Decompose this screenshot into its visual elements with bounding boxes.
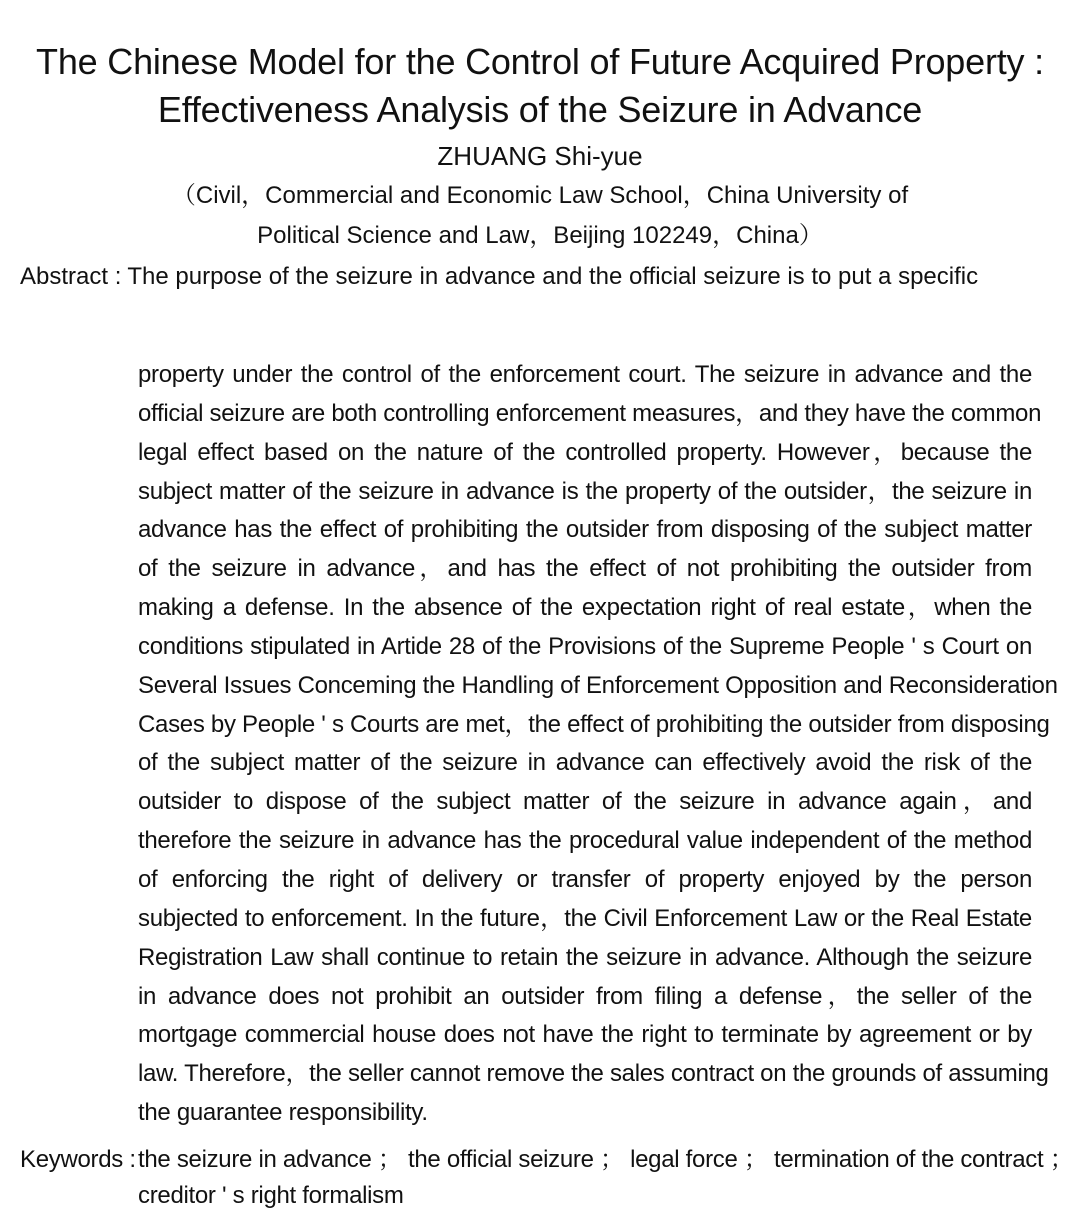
abstract-line: mortgage commercial house does not have the right to terminate by agreement or by	[138, 1021, 1032, 1049]
affiliation-line-1: （Civil，Commercial and Economic Law School，China University of	[171, 182, 909, 209]
abstract-line: property under the control of the enforcement court. The seizure in advance and the	[138, 361, 1032, 388]
abstract-line: outsider to dispose of the subject matter of the seizure in advance again，and	[138, 788, 1032, 816]
keywords-line-2: creditor ' s right formalism	[138, 1182, 404, 1209]
abstract-line: conditions stipulated in Artide 28 of the Provisions of the Supreme People ' s Court on	[138, 632, 1032, 660]
keywords-line-1: the seizure in advance ； the official seizure ； legal force ； termination of the contract ；	[138, 1146, 1074, 1173]
title-line-2: Effectiveness Analysis of the Seizure in Advance	[157, 89, 923, 130]
abstract-line: of enforcing the right of delivery or transfer of property enjoyed by the person	[138, 865, 1032, 893]
abstract-line: official seizure are both controlling enforcement measures，and they have the common	[138, 399, 1042, 427]
abstract-label: Abstract :	[20, 263, 122, 290]
abstract-line: Cases by People ' s Courts are met，the effect of prohibiting the outsider from disposing	[138, 710, 1050, 738]
abstract-line: subjected to enforcement. In the future，the Civil Enforcement Law or the Real Estate	[138, 904, 1032, 932]
abstract-line: making a defense. In the absence of the expectation right of real estate，when the	[138, 594, 1032, 622]
abstract-first-line	[20, 258, 1040, 296]
abstract-body	[138, 356, 1058, 1133]
abstract-line: subject matter of the seizure in advance is the property of the outsider，the seizure in	[138, 477, 1032, 505]
abstract-line: legal effect based on the nature of the controlled property. However，because the	[138, 438, 1032, 466]
abstract-line: law. Therefore，the seller cannot remove the sales contract on the grounds of assuming	[138, 1060, 1049, 1088]
author-name: ZHUANG Shi-yue	[437, 141, 643, 171]
affiliation-line-2: Political Science and Law，Beijing 102249，China）	[257, 222, 823, 249]
abstract-line: the guarantee responsibility.	[138, 1099, 428, 1127]
abstract-line: Registration Law shall continue to retain the seizure in advance. Although the seizure	[138, 943, 1032, 971]
keywords-label: Keywords :	[20, 1146, 136, 1173]
abstract-line: of the subject matter of the seizure in advance can effectively avoid the risk of the	[138, 749, 1032, 777]
abstract-line: Several Issues Conceming the Handling of Enforcement Opposition and Reconsideration	[138, 671, 1058, 699]
abstract-first-text: The purpose of the seizure in advance and the official seizure is to put a specific	[127, 263, 979, 290]
abstract-line: in advance does not prohibit an outsider from filing a defense，the seller of the	[138, 982, 1032, 1010]
abstract-line: of the seizure in advance，and has the effect of not prohibiting the outsider from	[138, 555, 1032, 583]
abstract-line: therefore the seizure in advance has the procedural value independent of the method	[138, 827, 1032, 855]
abstract-line: advance has the effect of prohibiting the outsider from disposing of the subject matter	[138, 516, 1032, 544]
title-line-1: The Chinese Model for the Control of Future Acquired Property :	[36, 41, 1044, 82]
